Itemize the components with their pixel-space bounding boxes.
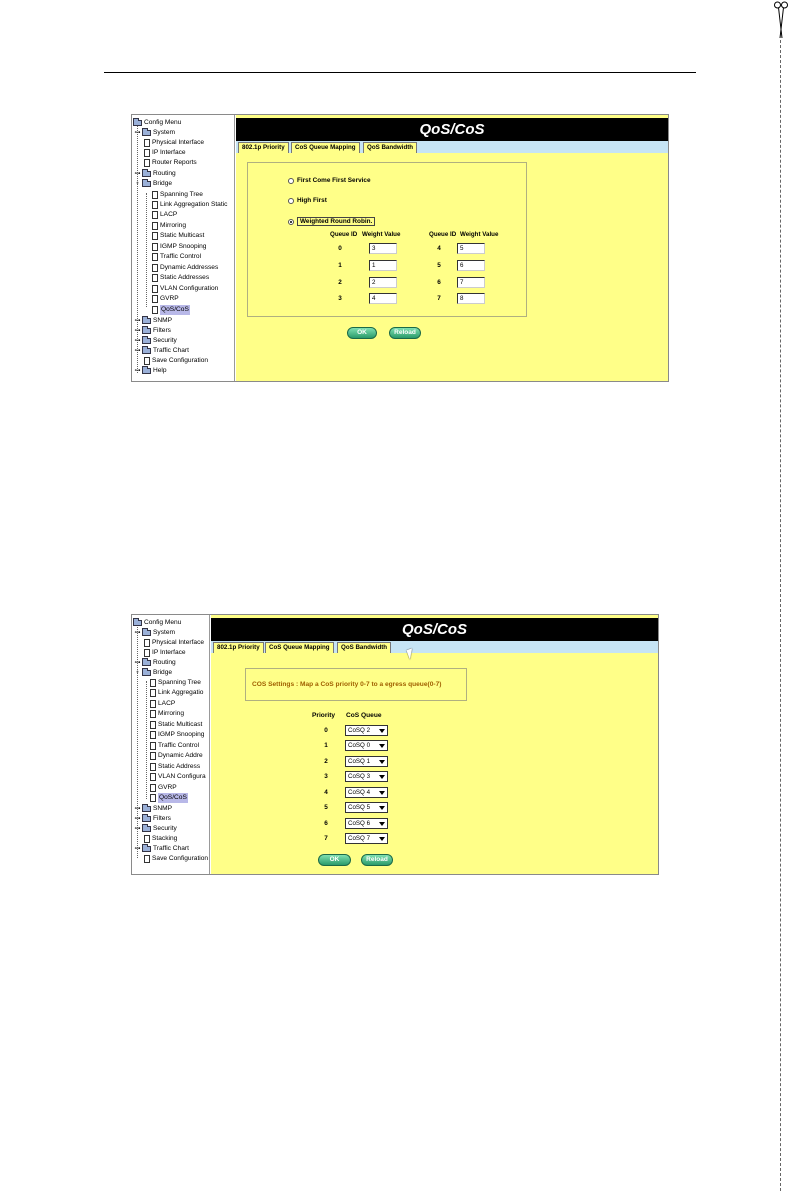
tree-item-router-reports[interactable]: [144, 158, 197, 168]
expand-icon[interactable]: ⊶: [134, 816, 141, 822]
tree-item-spanning-tree[interactable]: [150, 678, 201, 688]
document-icon: [150, 773, 156, 781]
tree-item-label: Routing: [153, 659, 176, 666]
folder-icon: [142, 338, 151, 344]
tree-item-label: IP Interface: [152, 149, 186, 156]
priority-value: 3: [324, 773, 328, 780]
select-value: CoSQ 5: [348, 804, 371, 811]
queue-id: 3: [338, 295, 342, 302]
expand-icon[interactable]: ⊶: [134, 171, 141, 177]
tree-item-label: QoS/CoS: [159, 794, 187, 801]
dropdown-arrow-icon[interactable]: [379, 822, 385, 826]
tree-item-igmp-snooping[interactable]: [152, 242, 206, 252]
cos-queue-select[interactable]: [345, 771, 388, 782]
queue-id: 2: [338, 279, 342, 286]
priority-value: 1: [324, 742, 328, 749]
radio-button[interactable]: [288, 178, 294, 184]
tree-item-dynamic-addresses[interactable]: [152, 263, 218, 273]
document-icon: [150, 721, 156, 729]
document-icon: [150, 752, 156, 760]
tree-item-lacp[interactable]: [152, 210, 177, 220]
select-value: CoSQ 6: [348, 820, 371, 827]
radio-button-selected[interactable]: [288, 219, 294, 225]
option-high-first[interactable]: [288, 197, 327, 204]
dropdown-arrow-icon[interactable]: [379, 760, 385, 764]
wrr-screenshot: [131, 114, 669, 382]
weight-input[interactable]: 3: [369, 243, 397, 254]
ok-button[interactable]: OK: [318, 854, 351, 866]
page-title: QoS/CoS: [211, 618, 658, 641]
option-weighted-round-robin[interactable]: [288, 217, 375, 226]
tree-item-label: Traffic Chart: [153, 347, 189, 354]
weight-input[interactable]: 6: [457, 260, 485, 271]
queue-id: 1: [338, 262, 342, 269]
document-icon: [152, 274, 158, 282]
document-icon: [150, 689, 156, 697]
document-icon: [144, 639, 150, 647]
folder-icon: [142, 171, 151, 177]
folder-icon: [142, 806, 151, 812]
tree-item-static-multicast[interactable]: [150, 720, 202, 730]
ok-button[interactable]: OK: [347, 327, 377, 339]
cos-queue-select[interactable]: [345, 725, 388, 736]
column-header-queue-id: Queue ID: [429, 231, 457, 238]
tree-item-mirroring[interactable]: [150, 709, 184, 719]
tree-item-static-multicast[interactable]: [152, 231, 204, 241]
tree-item-vlan-configuration[interactable]: [152, 284, 218, 294]
tree-item-vlan-configuration[interactable]: [150, 772, 206, 782]
tree-item-label: Mirroring: [158, 710, 185, 717]
folder-icon: [142, 670, 151, 676]
priority-value: 6: [324, 820, 328, 827]
folder-icon: [142, 130, 151, 136]
tree-item-traffic-chart[interactable]: [134, 346, 189, 356]
tree-item-label: Static Address: [158, 763, 201, 770]
tree-guide: [146, 193, 147, 307]
tree-item-label: Filters: [153, 815, 171, 822]
document-icon: [152, 222, 158, 230]
scheduling-panel: [247, 162, 527, 317]
tree-item-igmp-snooping[interactable]: [150, 730, 204, 740]
tree-item-bridge[interactable]: [134, 179, 172, 189]
tree-item-label: Link Aggregatio: [158, 689, 204, 696]
tree-item-label: Save Configuration: [152, 357, 209, 364]
tree-item-ip-interface[interactable]: [144, 148, 186, 158]
tab-8021p-priority[interactable]: 802.1p Priority: [213, 642, 264, 653]
priority-value: 5: [324, 804, 328, 811]
column-header-priority: Priority: [312, 712, 336, 719]
tree-item-traffic-chart[interactable]: [134, 844, 189, 854]
tree-item-label: GVRP: [158, 784, 177, 791]
dropdown-arrow-icon[interactable]: [379, 837, 385, 841]
tree-guide: [146, 681, 147, 799]
tree-item-lacp[interactable]: [150, 699, 175, 709]
document-icon: [144, 149, 150, 157]
tree-item-label: SNMP: [153, 805, 173, 812]
qos-content-pane: [236, 115, 668, 381]
weight-input[interactable]: 1: [369, 260, 397, 271]
folder-icon: [142, 826, 151, 832]
tree-item-label: System: [153, 129, 175, 136]
select-value: CoSQ 0: [348, 742, 371, 749]
document-icon: [144, 855, 150, 863]
tree-item-save-configuration[interactable]: [144, 356, 208, 366]
reload-button[interactable]: Reload: [361, 854, 393, 866]
document-icon: [150, 742, 156, 750]
tree-item-label: Traffic Control: [158, 742, 200, 749]
tree-item-label: Physical Interface: [152, 639, 205, 646]
tree-item-label: Static Multicast: [160, 232, 205, 239]
tree-item-security[interactable]: [134, 336, 177, 346]
folder-icon: [142, 816, 151, 822]
tree-item-filters[interactable]: [134, 814, 171, 824]
queue-id: 7: [437, 295, 441, 302]
tree-item-traffic-control[interactable]: [150, 741, 199, 751]
expand-icon[interactable]: ⊶: [134, 318, 141, 324]
cos-queue-select[interactable]: [345, 740, 388, 751]
select-value: CoSQ 7: [348, 835, 371, 842]
tree-item-routing[interactable]: [134, 658, 176, 668]
expand-icon[interactable]: ⊶: [134, 826, 141, 832]
tree-item-traffic-control[interactable]: [152, 252, 201, 262]
document-icon: [144, 835, 150, 843]
tree-item-snmp[interactable]: [134, 316, 172, 326]
tree-item-label: Routing: [153, 170, 176, 177]
cos-queue-select[interactable]: [345, 787, 388, 798]
document-icon: [144, 159, 150, 167]
tab-cos-queue-mapping[interactable]: CoS Queue Mapping: [265, 642, 334, 653]
tree-item-label: Filters: [153, 327, 171, 334]
tab-strip: [211, 641, 658, 653]
tree-item-label: Security: [153, 337, 177, 344]
tree-item-label: Router Reports: [152, 159, 197, 166]
document-icon: [152, 211, 158, 219]
tree-item-gvrp[interactable]: [150, 783, 177, 793]
tree-item-filters[interactable]: [134, 326, 171, 336]
expand-icon[interactable]: ⊶: [134, 846, 141, 852]
tree-item-static-addresses[interactable]: [152, 273, 209, 283]
tree-item-label: Link Aggregation Static: [160, 201, 228, 208]
radio-button[interactable]: [288, 198, 294, 204]
tree-item-label: Bridge: [153, 669, 173, 676]
tree-item-label: Save Configuration: [152, 855, 209, 862]
dropdown-arrow-icon[interactable]: [379, 806, 385, 810]
cos-mapping-screenshot: [131, 614, 659, 875]
expand-icon[interactable]: ⊶: [134, 660, 141, 666]
tree-item-dynamic-addresses[interactable]: [150, 751, 203, 761]
tree-item-label: Bridge: [153, 180, 173, 187]
tree-item-label: SNMP: [153, 317, 173, 324]
tree-item-label: Physical Interface: [152, 139, 205, 146]
weight-input[interactable]: 7: [457, 277, 485, 288]
header-rule: [104, 72, 696, 73]
folder-icon: [142, 846, 151, 852]
weight-input[interactable]: 4: [369, 293, 397, 304]
document-icon: [152, 243, 158, 251]
tab-qos-bandwidth[interactable]: QoS Bandwidth: [363, 142, 417, 153]
document-icon: [152, 232, 158, 240]
tree-item-config-menu[interactable]: [133, 118, 181, 128]
tree-item-label: QoS/CoS: [161, 306, 189, 313]
tree-item-label: Traffic Control: [160, 253, 202, 260]
cut-line: [780, 40, 781, 1191]
tree-item-qos-cos[interactable]: [152, 305, 190, 315]
tree-item-system[interactable]: [134, 628, 175, 638]
cos-queue-select[interactable]: [345, 802, 388, 813]
priority-value: 0: [324, 727, 328, 734]
tree-item-bridge[interactable]: [134, 668, 172, 678]
tab-8021p-priority[interactable]: 802.1p Priority: [238, 142, 289, 153]
config-menu-tree: [132, 115, 235, 381]
tree-item-routing[interactable]: [134, 169, 176, 179]
select-value: CoSQ 1: [348, 758, 371, 765]
tree-item-qos-cos[interactable]: [150, 793, 188, 803]
option-label: First Come First Service: [297, 177, 371, 184]
reload-button[interactable]: Reload: [389, 327, 421, 339]
document-icon: [150, 710, 156, 718]
tree-item-label: Static Multicast: [158, 721, 203, 728]
tree-item-static-addresses[interactable]: [150, 762, 200, 772]
document-icon: [152, 191, 158, 199]
document-icon: [144, 357, 150, 365]
tree-item-label: IP Interface: [152, 649, 186, 656]
collapse-icon[interactable]: ♀: [135, 181, 140, 187]
scissors-icon: [774, 0, 788, 40]
document-icon: [150, 763, 156, 771]
qos-content-pane: [211, 615, 658, 874]
tree-item-help[interactable]: [134, 366, 167, 376]
cos-queue-select[interactable]: [345, 833, 388, 844]
document-icon: [144, 649, 150, 657]
select-value: CoSQ 2: [348, 727, 371, 734]
tree-item-snmp[interactable]: [134, 804, 172, 814]
queue-id: 4: [437, 245, 441, 252]
priority-value: 4: [324, 789, 328, 796]
queue-id: 6: [437, 279, 441, 286]
tree-item-save-configuration[interactable]: [144, 854, 208, 864]
document-icon: [152, 295, 158, 303]
cos-queue-select[interactable]: [345, 818, 388, 829]
dropdown-arrow-icon[interactable]: [379, 791, 385, 795]
tree-item-label: Config Menu: [144, 619, 182, 626]
folder-icon: [142, 660, 151, 666]
document-icon: [150, 784, 156, 792]
expand-icon[interactable]: ⊶: [134, 348, 141, 354]
queue-id: 5: [437, 262, 441, 269]
tree-item-label: Spanning Tree: [160, 191, 203, 198]
weight-input[interactable]: 2: [369, 277, 397, 288]
document-icon: [150, 794, 156, 802]
tree-item-spanning-tree[interactable]: [152, 190, 203, 200]
tree-item-label: IGMP Snooping: [158, 731, 205, 738]
page-title: QoS/CoS: [236, 118, 668, 141]
tree-item-label: Static Addresses: [160, 274, 210, 281]
expand-icon[interactable]: ⊶: [134, 806, 141, 812]
cos-queue-select[interactable]: [345, 756, 388, 767]
tree-item-label: LACP: [158, 700, 176, 707]
folder-icon: [142, 630, 151, 636]
tree-item-label: IGMP Snooping: [160, 243, 207, 250]
tree-item-label: VLAN Configura: [158, 773, 206, 780]
tree-item-label: Config Menu: [144, 119, 182, 126]
document-icon: [152, 285, 158, 293]
dropdown-arrow-icon[interactable]: [379, 729, 385, 733]
tree-item-label: Security: [153, 825, 177, 832]
tree-item-label: Dynamic Addre: [158, 752, 203, 759]
option-label: Weighted Round Robin.: [297, 217, 375, 226]
weight-input[interactable]: 8: [457, 293, 485, 304]
document-icon: [152, 201, 158, 209]
document-icon: [152, 306, 158, 314]
folder-icon: [133, 120, 142, 126]
column-header-cos-queue: CoS Queue: [346, 712, 382, 719]
tab-strip: [236, 141, 668, 153]
folder-icon: [142, 368, 151, 374]
dropdown-arrow-icon[interactable]: [379, 775, 385, 779]
expand-icon[interactable]: ⊶: [134, 328, 141, 334]
tree-item-physical-interface[interactable]: [144, 638, 204, 648]
tree-item-link-aggregation[interactable]: [152, 200, 227, 210]
tree-item-label: VLAN Configuration: [160, 285, 219, 292]
tree-item-label: Spanning Tree: [158, 679, 201, 686]
tree-item-physical-interface[interactable]: [144, 138, 204, 148]
folder-icon: [142, 318, 151, 324]
tree-item-label: LACP: [160, 211, 178, 218]
tree-item-mirroring[interactable]: [152, 221, 186, 231]
expand-icon[interactable]: ⊶: [134, 368, 141, 374]
folder-icon: [142, 348, 151, 354]
tree-item-ip-interface[interactable]: [144, 648, 186, 658]
queue-id: 0: [338, 245, 342, 252]
tree-item-label: Dynamic Addresses: [160, 264, 219, 271]
document-icon: [150, 679, 156, 687]
tree-item-stacking[interactable]: [144, 834, 177, 844]
tree-item-label: Stacking: [152, 835, 178, 842]
priority-value: 2: [324, 758, 328, 765]
tree-item-security[interactable]: [134, 824, 177, 834]
document-icon: [150, 700, 156, 708]
tree-item-system[interactable]: [134, 128, 175, 138]
select-value: CoSQ 3: [348, 773, 371, 780]
option-label: High First: [297, 197, 327, 204]
document-icon: [150, 731, 156, 739]
config-menu-tree: [132, 615, 210, 874]
tree-item-config-menu[interactable]: [133, 618, 181, 628]
cos-settings-banner: COS Settings : Map a CoS priority 0-7 to a egress queue(0-7): [245, 668, 467, 701]
column-header-weight-value: Weight Value: [362, 231, 401, 238]
tree-item-label: System: [153, 629, 175, 636]
folder-icon: [142, 328, 151, 334]
folder-icon: [133, 620, 142, 626]
expand-icon[interactable]: ⊶: [134, 338, 141, 344]
select-value: CoSQ 4: [348, 789, 371, 796]
tab-cos-queue-mapping[interactable]: CoS Queue Mapping: [291, 142, 360, 153]
expand-icon[interactable]: ⊶: [134, 630, 141, 636]
column-header-weight-value: Weight Value: [460, 231, 499, 238]
collapse-icon[interactable]: ♀: [135, 670, 140, 676]
weight-input[interactable]: 5: [457, 243, 485, 254]
tree-item-label: Mirroring: [160, 222, 187, 229]
tab-qos-bandwidth[interactable]: QoS Bandwidth: [337, 642, 391, 653]
priority-value: 7: [324, 835, 328, 842]
tree-item-label: Help: [153, 367, 167, 374]
expand-icon[interactable]: ⊶: [134, 130, 141, 136]
tree-item-label: Traffic Chart: [153, 845, 189, 852]
document-icon: [152, 253, 158, 261]
document-icon: [144, 139, 150, 147]
folder-icon: [142, 181, 151, 187]
tree-item-link-aggregation[interactable]: [150, 688, 203, 698]
dropdown-arrow-icon[interactable]: [379, 744, 385, 748]
option-first-come-first-service[interactable]: [288, 177, 371, 184]
tree-item-gvrp[interactable]: [152, 294, 179, 304]
tree-item-label: GVRP: [160, 295, 179, 302]
column-header-queue-id: Queue ID: [330, 231, 358, 238]
document-icon: [152, 264, 158, 272]
